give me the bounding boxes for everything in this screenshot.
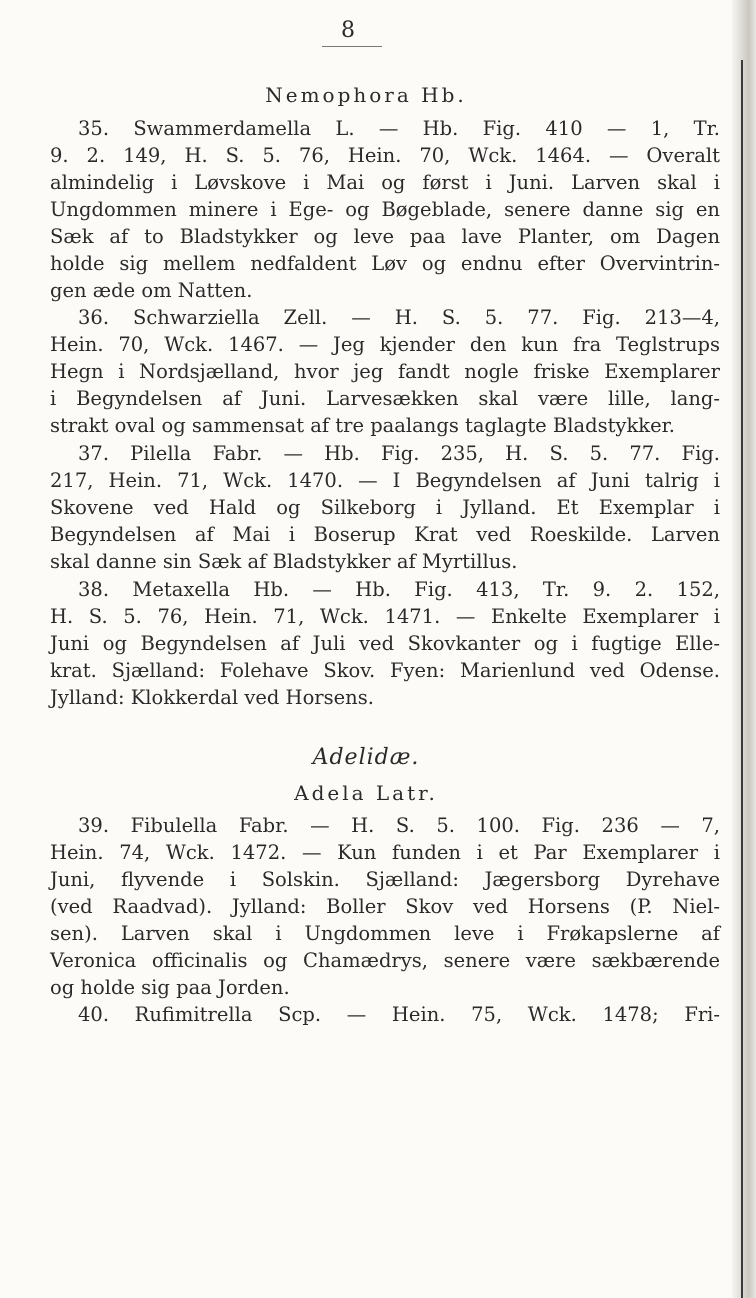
entry-line: 35. Swammerdamella L. — Hb. Fig. 410 — 1, Tr.: [78, 117, 720, 140]
entry-line: Hein. 70, Wck. 1467. — Jeg kjender den kun fra Teglstrups: [50, 333, 720, 356]
entry-38: [50, 576, 720, 711]
entry-line: Sæk af to Bladstykker og leve paa lave Planter, om Dagen: [50, 225, 720, 248]
entry-line: (ved Raadvad). Jylland: Boller Skov ved Horsens (P. Niel-: [50, 895, 720, 918]
entry-line: 37. Pilella Fabr. — Hb. Fig. 235, H. S. 5. 77. Fig.: [78, 442, 720, 465]
entry-line: almindelig i Løvskove i Mai og først i Juni. Larven skal i: [50, 171, 720, 194]
family-heading-adelidae: Adelidæ.: [312, 745, 420, 770]
entry-line: 9. 2. 149, H. S. 5. 76, Hein. 70, Wck. 1464. — Overalt: [50, 144, 720, 167]
genus-heading-adela: Adela Latr.: [294, 781, 438, 805]
entry-line: Ungdommen minere i Ege- og Bøgeblade, senere danne sig en: [50, 198, 720, 221]
entry-line: Skovene ved Hald og Silkeborg i Jylland. Et Exemplar i: [50, 496, 720, 519]
entry-line: Juni og Begyndelsen af Juli ved Skovkanter og i fugtige Elle-: [50, 632, 720, 655]
entry-line: Juni, flyvende i Solskin. Sjælland: Jægersborg Dyrehave: [50, 868, 720, 891]
entry-line: Begyndelsen af Mai i Boserup Krat ved Roeskilde. Larven: [50, 523, 720, 546]
entry-line: holde sig mellem nedfaldent Løv og endnu efter Overvintrin-: [50, 252, 720, 275]
entry-37: [50, 440, 720, 575]
entry-line: 39. Fibulella Fabr. — H. S. 5. 100. Fig. 236 — 7,: [78, 814, 720, 837]
entry-line: krat. Sjælland: Folehave Skov. Fyen: Marienlund ved Odense.: [50, 659, 720, 682]
entry-line: i Begyndelsen af Juni. Larvesækken skal være lille, lang-: [50, 387, 720, 410]
entry-line: Hegn i Nordsjælland, hvor jeg fandt nogle friske Exemplarer: [50, 360, 720, 383]
entry-line: og holde sig paa Jorden.: [50, 976, 290, 999]
entry-line: 217, Hein. 71, Wck. 1470. — I Begyndelsen af Juni talrig i: [50, 469, 720, 492]
entry-line: Jylland: Klokkerdal ved Horsens.: [50, 686, 374, 709]
entry-line: 40. Rufimitrella Scp. — Hein. 75, Wck. 1478; Fri-: [78, 1003, 720, 1026]
entry-line: gen æde om Natten.: [50, 279, 253, 302]
entry-line: 38. Metaxella Hb. — Hb. Fig. 413, Tr. 9. 2. 152,: [78, 578, 720, 601]
entry-40: [50, 1001, 720, 1028]
entry-39: [50, 812, 720, 1001]
entry-line: strakt oval og sammensat af tre paalangs taglagte Bladstykker.: [50, 414, 675, 437]
entry-35: [50, 115, 720, 304]
genus-heading-nemophora: Nemophora Hb.: [265, 83, 467, 107]
entry-line: sen). Larven skal i Ungdommen leve i Frøkapslerne af: [50, 922, 720, 945]
page-number-rule: [322, 46, 382, 47]
entry-line: Hein. 74, Wck. 1472. — Kun funden i et Par Exemplarer i: [50, 841, 720, 864]
page-edge-shadow: [732, 0, 756, 1298]
entry-line: H. S. 5. 76, Hein. 71, Wck. 1471. — Enkelte Exemplarer i: [50, 605, 720, 628]
page-edge-line: [741, 60, 743, 1298]
page-number: 8: [341, 18, 355, 43]
entry-line: 36. Schwarziella Zell. — H. S. 5. 77. Fig. 213—4,: [78, 306, 720, 329]
entry-line: Veronica officinalis og Chamædrys, senere være sækbærende: [50, 949, 720, 972]
entry-36: [50, 304, 720, 439]
entry-line: skal danne sin Sæk af Bladstykker af Myrtillus.: [50, 550, 518, 573]
